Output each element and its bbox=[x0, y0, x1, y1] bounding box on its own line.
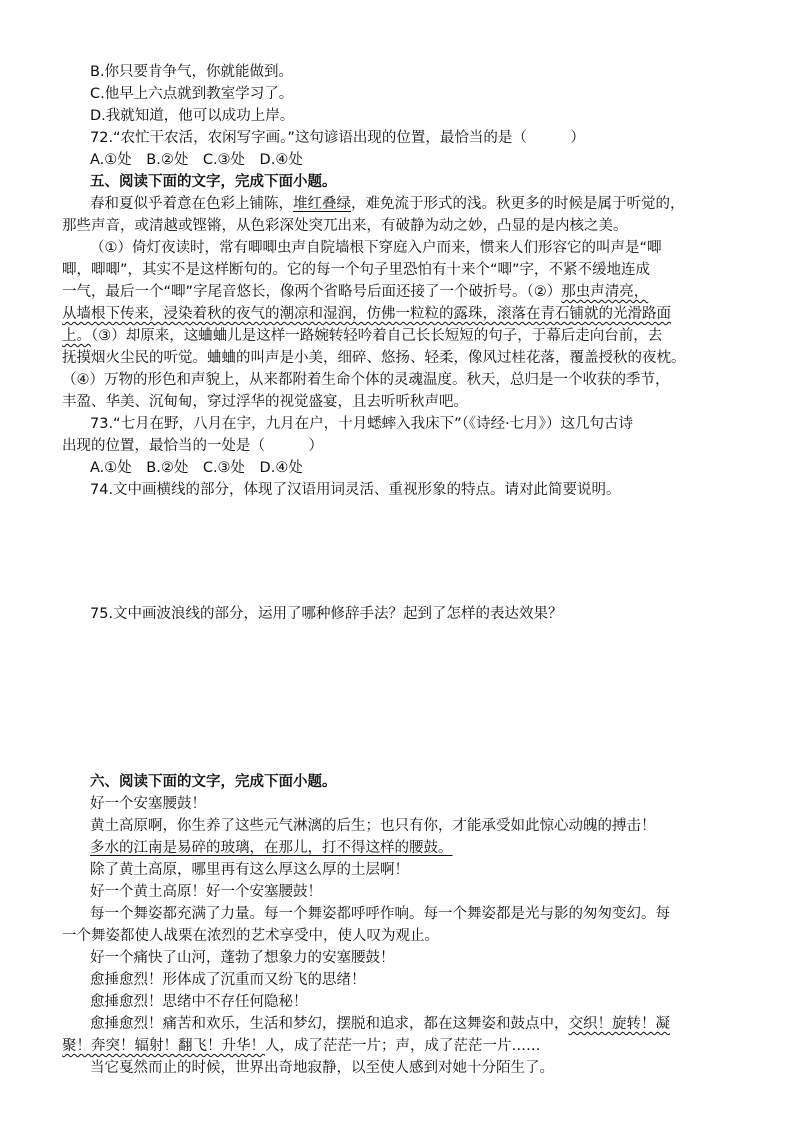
s6-line1: 好一个安塞腰鼓！ bbox=[90, 796, 206, 812]
wavy-phrase: 上。 bbox=[62, 328, 91, 344]
text: （③）却原来，这蛐蛐儿是这样一路婉转轻吟着自己长长短短的句子，于幕后走向台前，去 bbox=[91, 328, 663, 344]
s6-line2: 黄土高原啊，你生养了这些元气淋漓的后生；也只有你，才能承受如此惊心动魄的搏击！ bbox=[90, 818, 656, 834]
underlined-phrase: 堆红叠绿 bbox=[293, 196, 351, 212]
s6-line3 bbox=[90, 837, 740, 859]
underlined-sentence: 多水的江南是易碎的玻璃，在那儿，打不得这样的腰鼓。 bbox=[90, 840, 453, 856]
s5-p1-line1 bbox=[90, 193, 740, 215]
section-5-heading: 五、阅读下面的文字，完成下面小题。 bbox=[90, 174, 337, 190]
q72-options: A.①处 B.②处 C.③处 D.④处 bbox=[90, 152, 303, 168]
q72-stem: 72.“农忙干农活，农闲写字画。”这句谚语出现的位置，最恰当的是（ ） bbox=[90, 130, 585, 146]
q73-stem-line1: 73.“七月在野，八月在宇，九月在户，十月蟋蟀入我床下”（《诗经·七月》）这几句古诗 bbox=[90, 416, 633, 432]
s5-p2-line4 bbox=[62, 303, 712, 325]
s5-p2-line6: 抚摸烟火尘民的听觉。蛐蛐的叫声是小美，细碎、悠扬、轻柔，像风过桂花落，覆盖授秋的夜枕。 bbox=[62, 350, 686, 366]
q73-stem-line2: 出现的位置，最恰当的一处是（ ） bbox=[62, 438, 323, 454]
s6-line11 bbox=[90, 1013, 740, 1035]
q71-option-b: B.你只要肯争气，你就能做到。 bbox=[90, 64, 294, 80]
wavy-phrase: 那虫声清亮， bbox=[561, 284, 649, 300]
s5-p2-line2: 唧，唧唧”，其实不是这样断句的。它的每一个句子里恐怕有十来个“唧”字，不紧不缓地连成 bbox=[62, 262, 651, 278]
s6-line13: 当它戛然而止的时候，世界出奇地寂静，以至使人感到对她十分陌生了。 bbox=[90, 1060, 554, 1076]
s5-p2-line3 bbox=[62, 281, 712, 303]
q75-stem: 75.文中画波浪线的部分，运用了哪种修辞手法？起到了怎样的表达效果？ bbox=[90, 606, 563, 622]
s5-p2-line7: （④）万物的形色和声貌上，从来都附着生命个体的灵魂温度。秋天，总归是一个收获的季节， bbox=[62, 372, 670, 388]
q71-option-d: D.我就知道，他可以成功上岸。 bbox=[90, 108, 295, 124]
q73-options: A.①处 B.②处 C.③处 D.④处 bbox=[90, 460, 303, 476]
s5-p2-line8: 丰盈、华美、沉甸甸，穿过浮华的视觉盛宴，且去听听秋声吧。 bbox=[62, 394, 468, 410]
section-6-heading: 六、阅读下面的文字，完成下面小题。 bbox=[90, 774, 337, 790]
text: 一气，最后一个“唧”字尾音悠长，像两个省略号后面还接了一个破折号。（②） bbox=[62, 284, 562, 300]
wavy-phrase: 从墙根下传来，浸染着秋的夜气的潮凉和湿润，仿佛一粒粒的露珠，滚落在青石铺就的光滑路面 bbox=[62, 306, 671, 322]
s5-p1-line2: 那些声音，或清越或铿锵，从色彩深处突兀出来，有破静为动之妙，凸显的是内核之美。 bbox=[62, 218, 628, 234]
text: 春和夏似乎着意在色彩上铺陈， bbox=[90, 196, 293, 212]
text: 人，成了茫茫一片；声，成了茫茫一片…… bbox=[265, 1038, 541, 1054]
s6-line7: 一个舞姿都使人战栗在浓烈的艺术享受中，使人叹为观止。 bbox=[62, 928, 439, 944]
q74-stem: 74.文中画横线的部分，体现了汉语用词灵活、重视形象的特点。请对此简要说明。 bbox=[90, 482, 621, 498]
s6-line6: 每一个舞姿都充满了力量。每一个舞姿都呼呼作响。每一个舞姿都是光与影的匆匆变幻。每 bbox=[90, 906, 670, 922]
text: 愈捶愈烈！痛苦和欢乐，生活和梦幻，摆脱和追求，都在这舞姿和鼓点中， bbox=[90, 1016, 569, 1032]
s6-line12 bbox=[62, 1035, 712, 1057]
q71-option-c: C.他早上六点就到教室学习了。 bbox=[90, 86, 294, 102]
s6-line9: 愈捶愈烈！形体成了沉重而又纷飞的思绪！ bbox=[90, 972, 366, 988]
text: ，难免流于形式的浅。秋更多的时候是属于听觉的， bbox=[351, 196, 685, 212]
wavy-phrase: 交织！旋转！凝 bbox=[568, 1016, 670, 1032]
s5-p2-line1: （①）倚灯夜读时，常有唧唧虫声自院墙根下穿庭入户而来，惯来人们形容它的叫声是“唧 bbox=[90, 240, 662, 256]
s6-line5: 好一个黄土高原！好一个安塞腰鼓！ bbox=[90, 884, 322, 900]
wavy-phrase: 聚！奔突！辐射！翻飞！升华！ bbox=[62, 1038, 265, 1054]
s6-line4: 除了黄土高原，哪里再有这么厚这么厚的土层啊！ bbox=[90, 862, 409, 878]
s6-line10: 愈捶愈烈！思绪中不存任何隐秘！ bbox=[90, 994, 308, 1010]
s6-line8: 好一个痛快了山河，蓬勃了想象力的安塞腰鼓！ bbox=[90, 950, 395, 966]
s5-p2-line5 bbox=[62, 325, 712, 347]
